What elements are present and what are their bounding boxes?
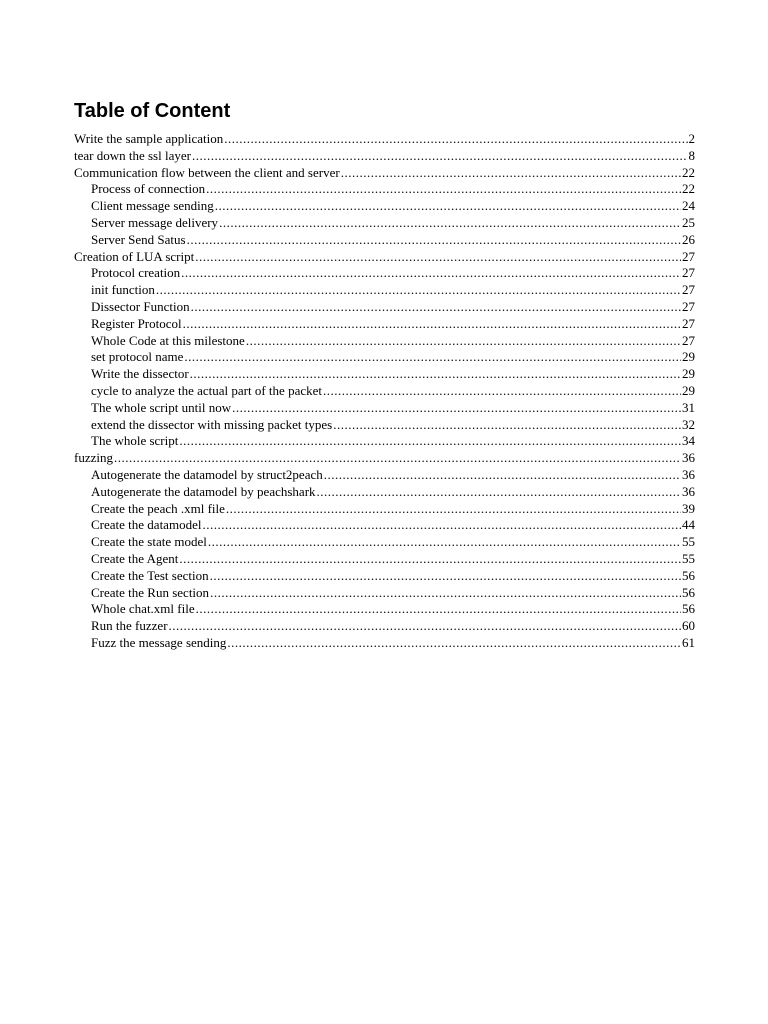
toc-entry[interactable] bbox=[74, 249, 695, 266]
toc-subentry[interactable] bbox=[74, 618, 695, 635]
toc-subentry[interactable] bbox=[74, 366, 695, 383]
toc-subentry[interactable] bbox=[74, 551, 695, 568]
toc-page-number: 61 bbox=[682, 634, 695, 650]
toc-entry-label: Create the Test section bbox=[91, 567, 209, 583]
toc-entry-label: Write the dissector bbox=[91, 366, 189, 382]
toc-page-number: 56 bbox=[682, 584, 695, 600]
toc-subentry[interactable] bbox=[74, 534, 695, 551]
toc-entry[interactable] bbox=[74, 131, 695, 148]
toc-subentry[interactable] bbox=[74, 383, 695, 400]
toc-list bbox=[74, 131, 695, 652]
toc-subentry[interactable] bbox=[74, 635, 695, 652]
dot-leader bbox=[196, 601, 681, 618]
toc-entry-label: Create the peach .xml file bbox=[91, 500, 225, 516]
toc-page-number: 27 bbox=[682, 332, 695, 348]
dot-leader bbox=[317, 484, 681, 501]
dot-leader bbox=[227, 635, 681, 652]
toc-subentry[interactable] bbox=[74, 517, 695, 534]
toc-subentry[interactable] bbox=[74, 601, 695, 618]
dot-leader bbox=[219, 215, 681, 232]
dot-leader bbox=[333, 417, 681, 434]
toc-entry-label: Register Protocol bbox=[91, 315, 182, 331]
toc-entry-label: Whole chat.xml file bbox=[91, 601, 195, 617]
dot-leader bbox=[324, 467, 681, 484]
toc-subentry[interactable] bbox=[74, 484, 695, 501]
toc-page-number: 2 bbox=[688, 131, 695, 146]
dot-leader bbox=[114, 450, 681, 467]
toc-entry-label: Creation of LUA script bbox=[74, 248, 195, 264]
toc-entry-label: Create the Agent bbox=[91, 550, 179, 566]
toc-entry-label: Run the fuzzer bbox=[91, 618, 168, 634]
dot-leader bbox=[179, 433, 681, 450]
toc-page-number: 27 bbox=[682, 282, 695, 298]
toc-page-number: 34 bbox=[682, 433, 695, 449]
dot-leader bbox=[179, 551, 681, 568]
dot-leader bbox=[191, 299, 681, 316]
toc-entry-label: Server Send Satus bbox=[91, 231, 186, 247]
toc-subentry[interactable] bbox=[74, 467, 695, 484]
dot-leader bbox=[341, 165, 681, 182]
dot-leader bbox=[246, 333, 681, 350]
toc-page-number: 56 bbox=[682, 601, 695, 617]
toc-subentry[interactable] bbox=[74, 265, 695, 282]
dot-leader bbox=[195, 249, 681, 266]
toc-page-number: 36 bbox=[682, 450, 695, 466]
toc-subentry[interactable] bbox=[74, 198, 695, 215]
dot-leader bbox=[323, 383, 681, 400]
toc-page-number: 22 bbox=[682, 164, 695, 180]
toc-entry-label: Create the datamodel bbox=[91, 517, 202, 533]
toc-entry-label: Client message sending bbox=[91, 198, 214, 214]
toc-entry-label: Autogenerate the datamodel by peachshark bbox=[91, 483, 316, 499]
toc-page-number: 29 bbox=[682, 349, 695, 365]
toc-entry[interactable] bbox=[74, 148, 695, 165]
toc-page-number: 32 bbox=[682, 416, 695, 432]
dot-leader bbox=[187, 232, 681, 249]
toc-entry-label: Communication flow between the client and server bbox=[74, 164, 340, 180]
toc-subentry[interactable] bbox=[74, 400, 695, 417]
toc-entry-label: The whole script until now bbox=[91, 399, 232, 415]
toc-entry-label: Fuzz the message sending bbox=[91, 634, 227, 650]
toc-subentry[interactable] bbox=[74, 282, 695, 299]
toc-page-number: 25 bbox=[682, 214, 695, 230]
toc-entry-label: init function bbox=[91, 282, 155, 298]
toc-subentry[interactable] bbox=[74, 215, 695, 232]
dot-leader bbox=[202, 517, 681, 534]
toc-entry-label: Protocol creation bbox=[91, 265, 181, 281]
toc-subentry[interactable] bbox=[74, 349, 695, 366]
toc-page-number: 44 bbox=[682, 517, 695, 533]
dot-leader bbox=[232, 400, 681, 417]
toc-page-number: 27 bbox=[682, 265, 695, 281]
toc-subentry[interactable] bbox=[74, 316, 695, 333]
dot-leader bbox=[169, 618, 681, 635]
toc-entry[interactable] bbox=[74, 165, 695, 182]
toc-entry-label: extend the dissector with missing packet types bbox=[91, 416, 333, 432]
dot-leader bbox=[192, 148, 688, 165]
toc-entry-label: Server message delivery bbox=[91, 214, 219, 230]
dot-leader bbox=[156, 282, 681, 299]
dot-leader bbox=[184, 349, 681, 366]
toc-subentry[interactable] bbox=[74, 232, 695, 249]
toc-page-number: 55 bbox=[682, 534, 695, 550]
toc-page-number: 24 bbox=[682, 198, 695, 214]
toc-entry-label: Whole Code at this milestone bbox=[91, 332, 245, 348]
toc-page-number: 39 bbox=[682, 500, 695, 516]
toc-page-number: 60 bbox=[682, 618, 695, 634]
dot-leader bbox=[190, 366, 681, 383]
toc-page-number: 55 bbox=[682, 550, 695, 566]
toc-entry-label: Create the Run section bbox=[91, 584, 210, 600]
dot-leader bbox=[181, 265, 681, 282]
dot-leader bbox=[215, 198, 681, 215]
dot-leader bbox=[224, 131, 687, 148]
toc-subentry[interactable] bbox=[74, 299, 695, 316]
toc-page-number: 22 bbox=[682, 181, 695, 197]
toc-page-number: 27 bbox=[682, 315, 695, 331]
toc-subentry[interactable] bbox=[74, 417, 695, 434]
dot-leader bbox=[210, 585, 681, 602]
toc-entry-label: tear down the ssl layer bbox=[74, 147, 191, 163]
toc-subentry[interactable] bbox=[74, 181, 695, 198]
toc-entry-label: set protocol name bbox=[91, 349, 184, 365]
toc-page-number: 36 bbox=[682, 483, 695, 499]
dot-leader bbox=[226, 501, 681, 518]
toc-page-number: 31 bbox=[682, 399, 695, 415]
toc-subentry[interactable] bbox=[74, 433, 695, 450]
toc-page-number: 27 bbox=[682, 298, 695, 314]
toc-entry-label: cycle to analyze the actual part of the packet bbox=[91, 382, 322, 398]
toc-entry-label: The whole script bbox=[91, 433, 179, 449]
toc-subentry[interactable] bbox=[74, 568, 695, 585]
dot-leader bbox=[206, 181, 681, 198]
toc-page-number: 29 bbox=[682, 382, 695, 398]
toc-subentry[interactable] bbox=[74, 585, 695, 602]
toc-page-number: 36 bbox=[682, 466, 695, 482]
dot-leader bbox=[210, 568, 681, 585]
toc-title: Table of Content bbox=[74, 100, 231, 122]
toc-entry-label: Autogenerate the datamodel by struct2peach bbox=[91, 466, 323, 482]
toc-entry-label: fuzzing bbox=[74, 450, 113, 466]
toc-entry-label: Process of connection bbox=[91, 181, 206, 197]
toc-entry-label: Write the sample application bbox=[74, 131, 224, 146]
toc-page-number: 29 bbox=[682, 366, 695, 382]
toc-entry-label: Dissector Function bbox=[91, 298, 190, 314]
toc-subentry[interactable] bbox=[74, 333, 695, 350]
toc-page-number: 8 bbox=[688, 147, 695, 163]
dot-leader bbox=[183, 316, 681, 333]
toc-page-number: 56 bbox=[682, 567, 695, 583]
dot-leader bbox=[208, 534, 681, 551]
toc-entry-label: Create the state model bbox=[91, 534, 207, 550]
toc-subentry[interactable] bbox=[74, 501, 695, 518]
toc-page-number: 27 bbox=[682, 248, 695, 264]
toc-entry[interactable] bbox=[74, 450, 695, 467]
toc-page-number: 26 bbox=[682, 231, 695, 247]
